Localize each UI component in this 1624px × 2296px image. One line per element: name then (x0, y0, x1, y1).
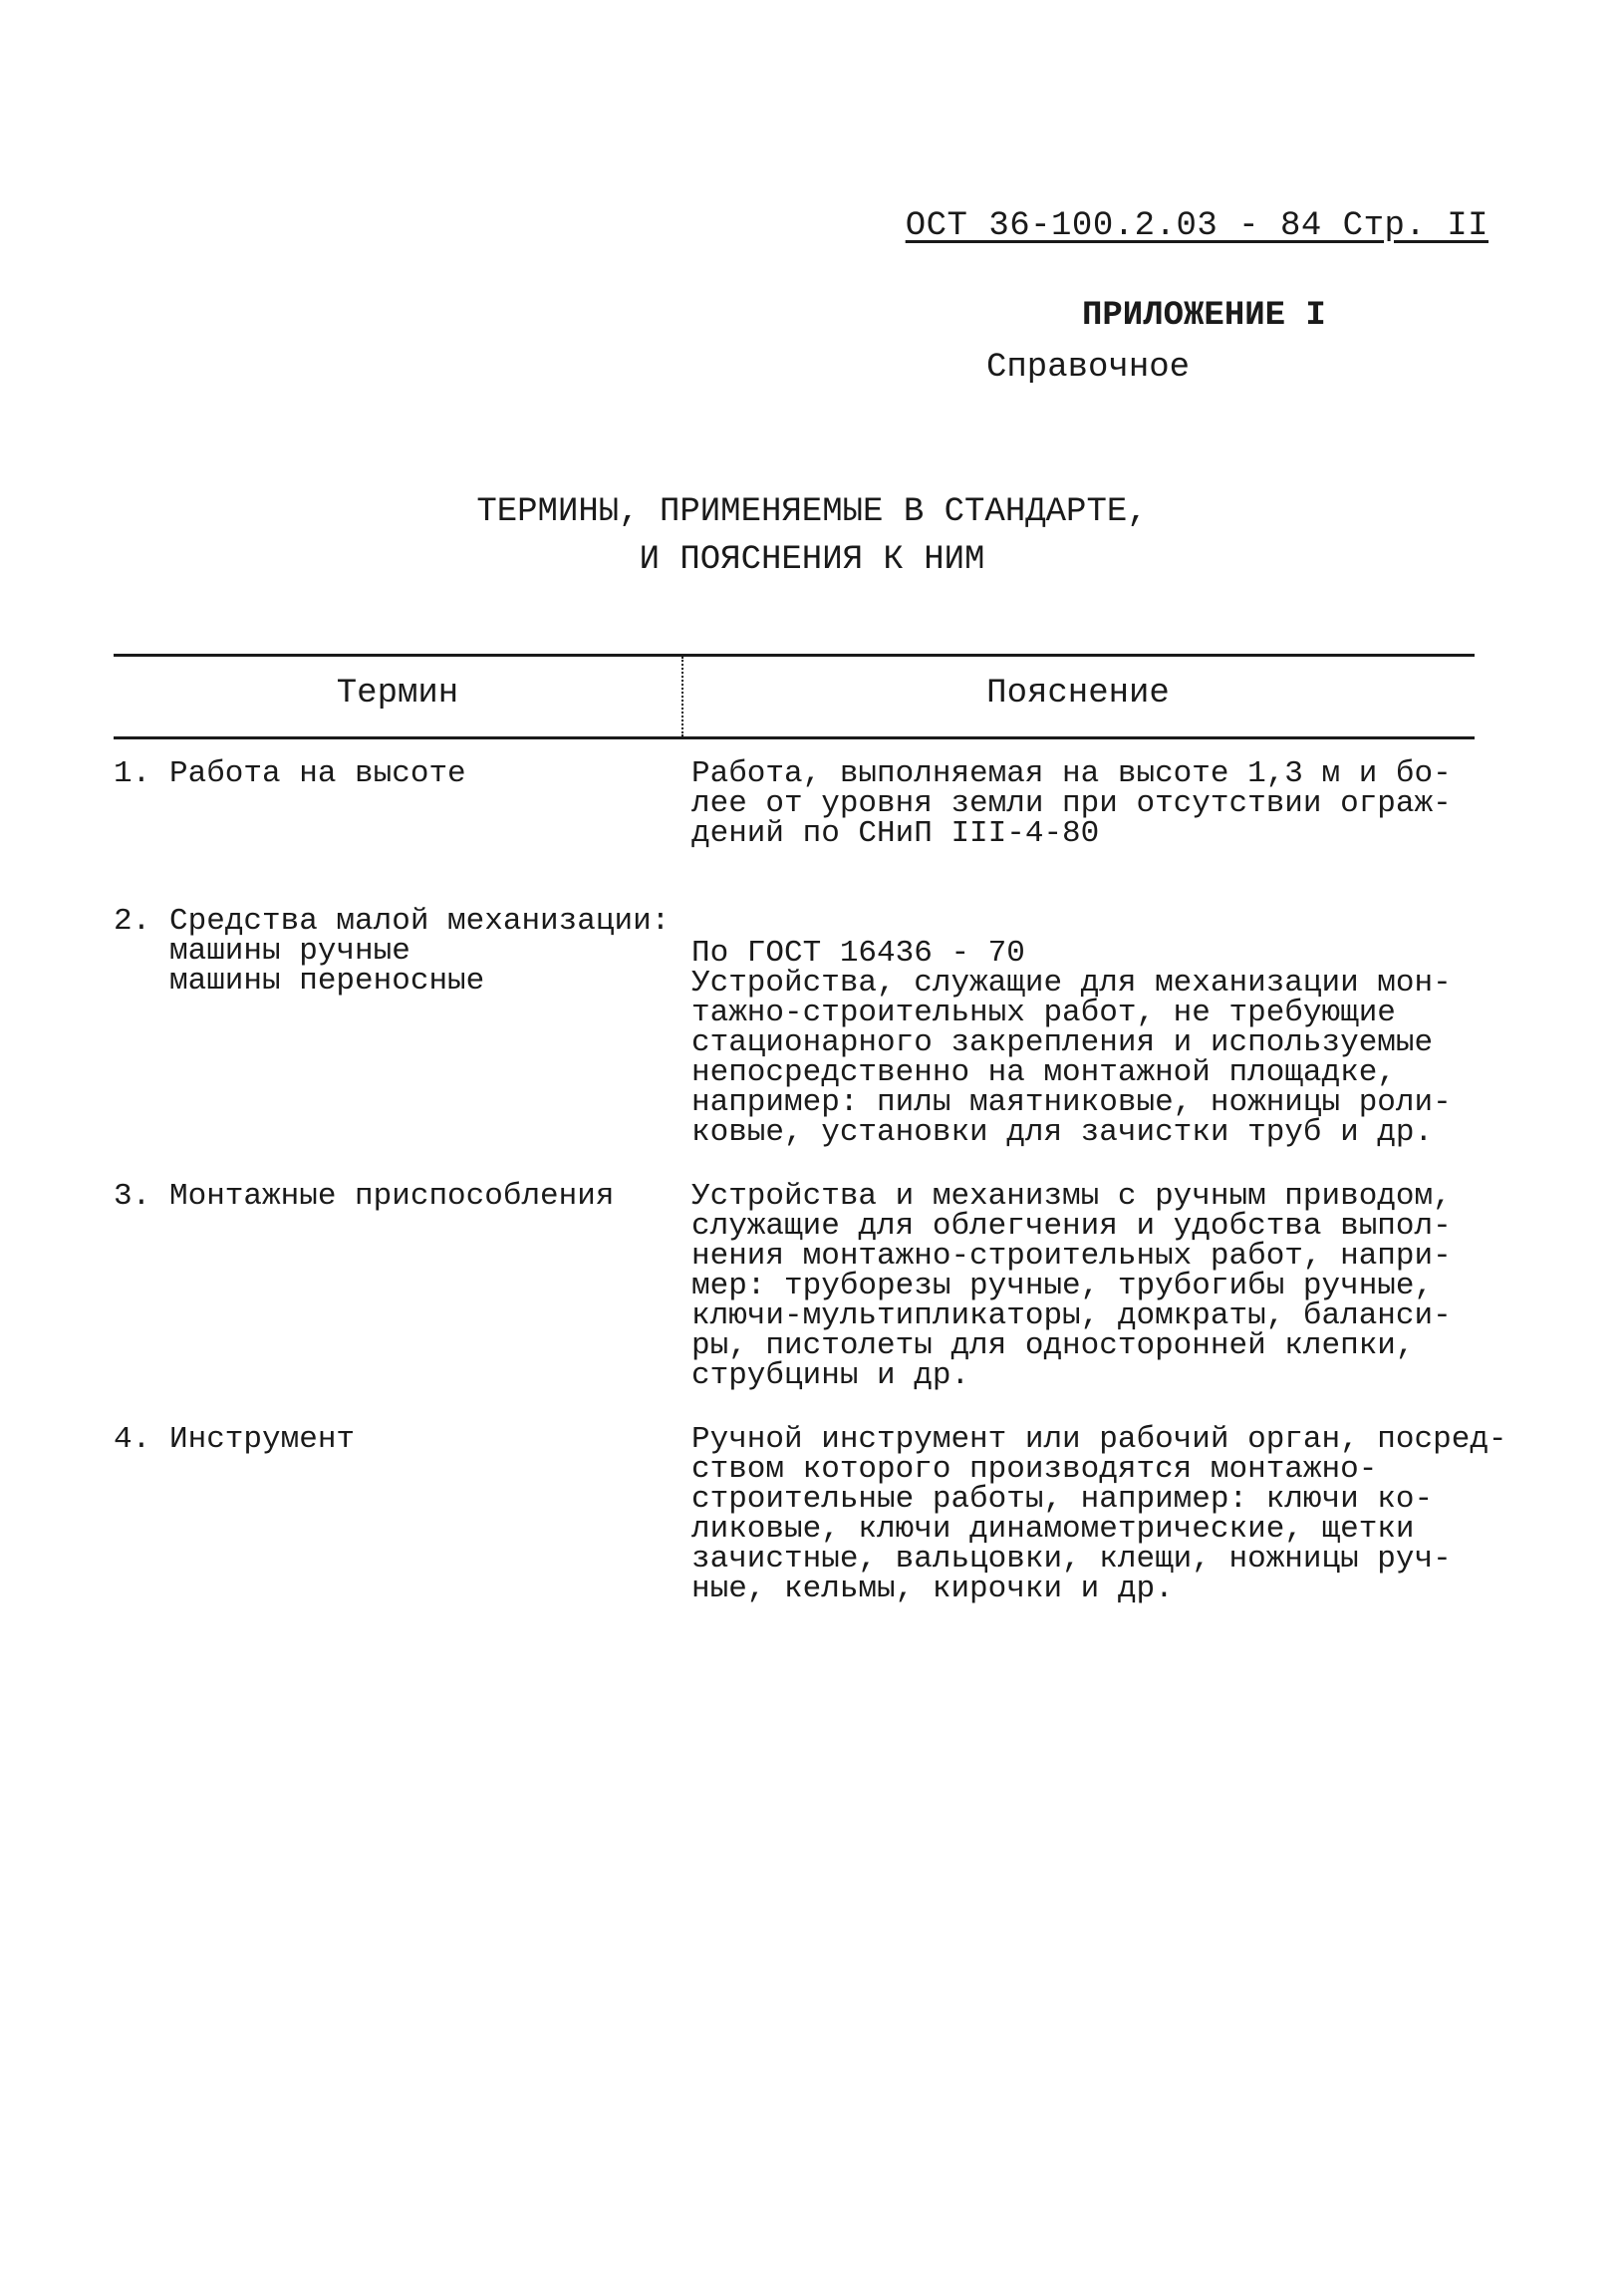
explanation-line: Работа, выполняемая на высоте 1,3 м и бо- (691, 756, 1452, 791)
term-text: Монтажные приспособления (169, 1179, 615, 1214)
explanation-line: дений по СНиП III-4-80 (691, 816, 1100, 851)
explanation-line: Устройства, служащие для механизации мон- (691, 966, 1452, 1001)
explanation-line: стационарного закрепления и используемые (691, 1025, 1434, 1060)
table-row (114, 904, 1475, 1150)
explanation-cell (691, 756, 1475, 851)
appendix-type: Справочное (986, 349, 1191, 387)
row-number: 2. (114, 904, 151, 939)
term-text: Средства малой механизации: (169, 904, 671, 939)
title-line-1: ТЕРМИНЫ, ПРИМЕНЯЕМЫЕ В СТАНДАРТЕ, (476, 493, 1148, 531)
explanation-line: мер: труборезы ручные, трубогибы ручные, (691, 1269, 1434, 1303)
row-number: 4. (114, 1422, 151, 1457)
row-number: 1. (114, 756, 151, 791)
term-cell (114, 1179, 691, 1391)
explanation-line: зачистные, вальцовки, клещи, ножницы руч- (691, 1542, 1452, 1577)
title-line-2: И ПОЯСНЕНИЯ К НИМ (639, 541, 985, 579)
explanation-line: ры, пистолеты для односторонней клепки, (691, 1328, 1415, 1363)
header-explanation: Пояснение (986, 675, 1170, 713)
explanation-line: тажно-строительных работ, не требующие (691, 996, 1396, 1030)
explanation-line: ством которого производятся монтажно- (691, 1452, 1378, 1487)
explanation-line: лее от уровня земли при отсутствии ограж- (691, 786, 1452, 821)
explanation-line: По ГОСТ 16436 - 70 (691, 936, 1025, 971)
term-cell (114, 756, 691, 849)
explanation-line: нения монтажно-строительных работ, напри- (691, 1239, 1452, 1274)
explanation-line: служащие для облегчения и удобства выпол- (691, 1209, 1452, 1244)
explanation-cell (691, 1422, 1507, 1606)
explanation-line: непосредственно на монтажной площадке, (691, 1055, 1396, 1090)
explanation-line: ные, кельмы, кирочки и др. (691, 1572, 1174, 1606)
explanation-line: Ручной инструмент или рабочий орган, посред- (691, 1422, 1507, 1457)
explanation-cell (691, 907, 1475, 1148)
term-cell (114, 1422, 691, 1604)
explanation-line: Устройства и механизмы с ручным приводом, (691, 1179, 1452, 1214)
explanation-line: ковые, установки для зачистки труб и др. (691, 1115, 1434, 1150)
table-row (114, 756, 1475, 851)
terms-table (114, 654, 1507, 1606)
term-cell (114, 904, 691, 1148)
document-code: ОСТ 36-100.2.03 - 84 Стр. II (905, 207, 1489, 245)
term-subline: машины ручные (169, 934, 410, 969)
document-title (0, 488, 1624, 584)
table-body (114, 756, 1507, 1606)
explanation-line: ликовые, ключи динамометрические, щетки (691, 1512, 1415, 1547)
explanation-line: например: пилы маятниковые, ножницы роли- (691, 1085, 1452, 1120)
explanation-line: струбцины и др. (691, 1358, 970, 1393)
row-number: 3. (114, 1179, 151, 1214)
table-row (114, 1422, 1507, 1606)
explanation-cell (691, 1179, 1475, 1393)
term-text: Инструмент (169, 1422, 356, 1457)
table-header (114, 657, 1475, 736)
appendix-label: ПРИЛОЖЕНИЕ I (1082, 297, 1326, 335)
explanation-line: строительные работы, например: ключи ко- (691, 1482, 1434, 1517)
term-text: Работа на высоте (169, 756, 466, 791)
term-subline: машины переносные (169, 964, 485, 999)
header-term: Термин (336, 675, 459, 713)
table-row (114, 1179, 1475, 1393)
explanation-line: ключи-мультипликаторы, домкраты, баланси- (691, 1298, 1452, 1333)
table-header-rule (114, 736, 1475, 739)
